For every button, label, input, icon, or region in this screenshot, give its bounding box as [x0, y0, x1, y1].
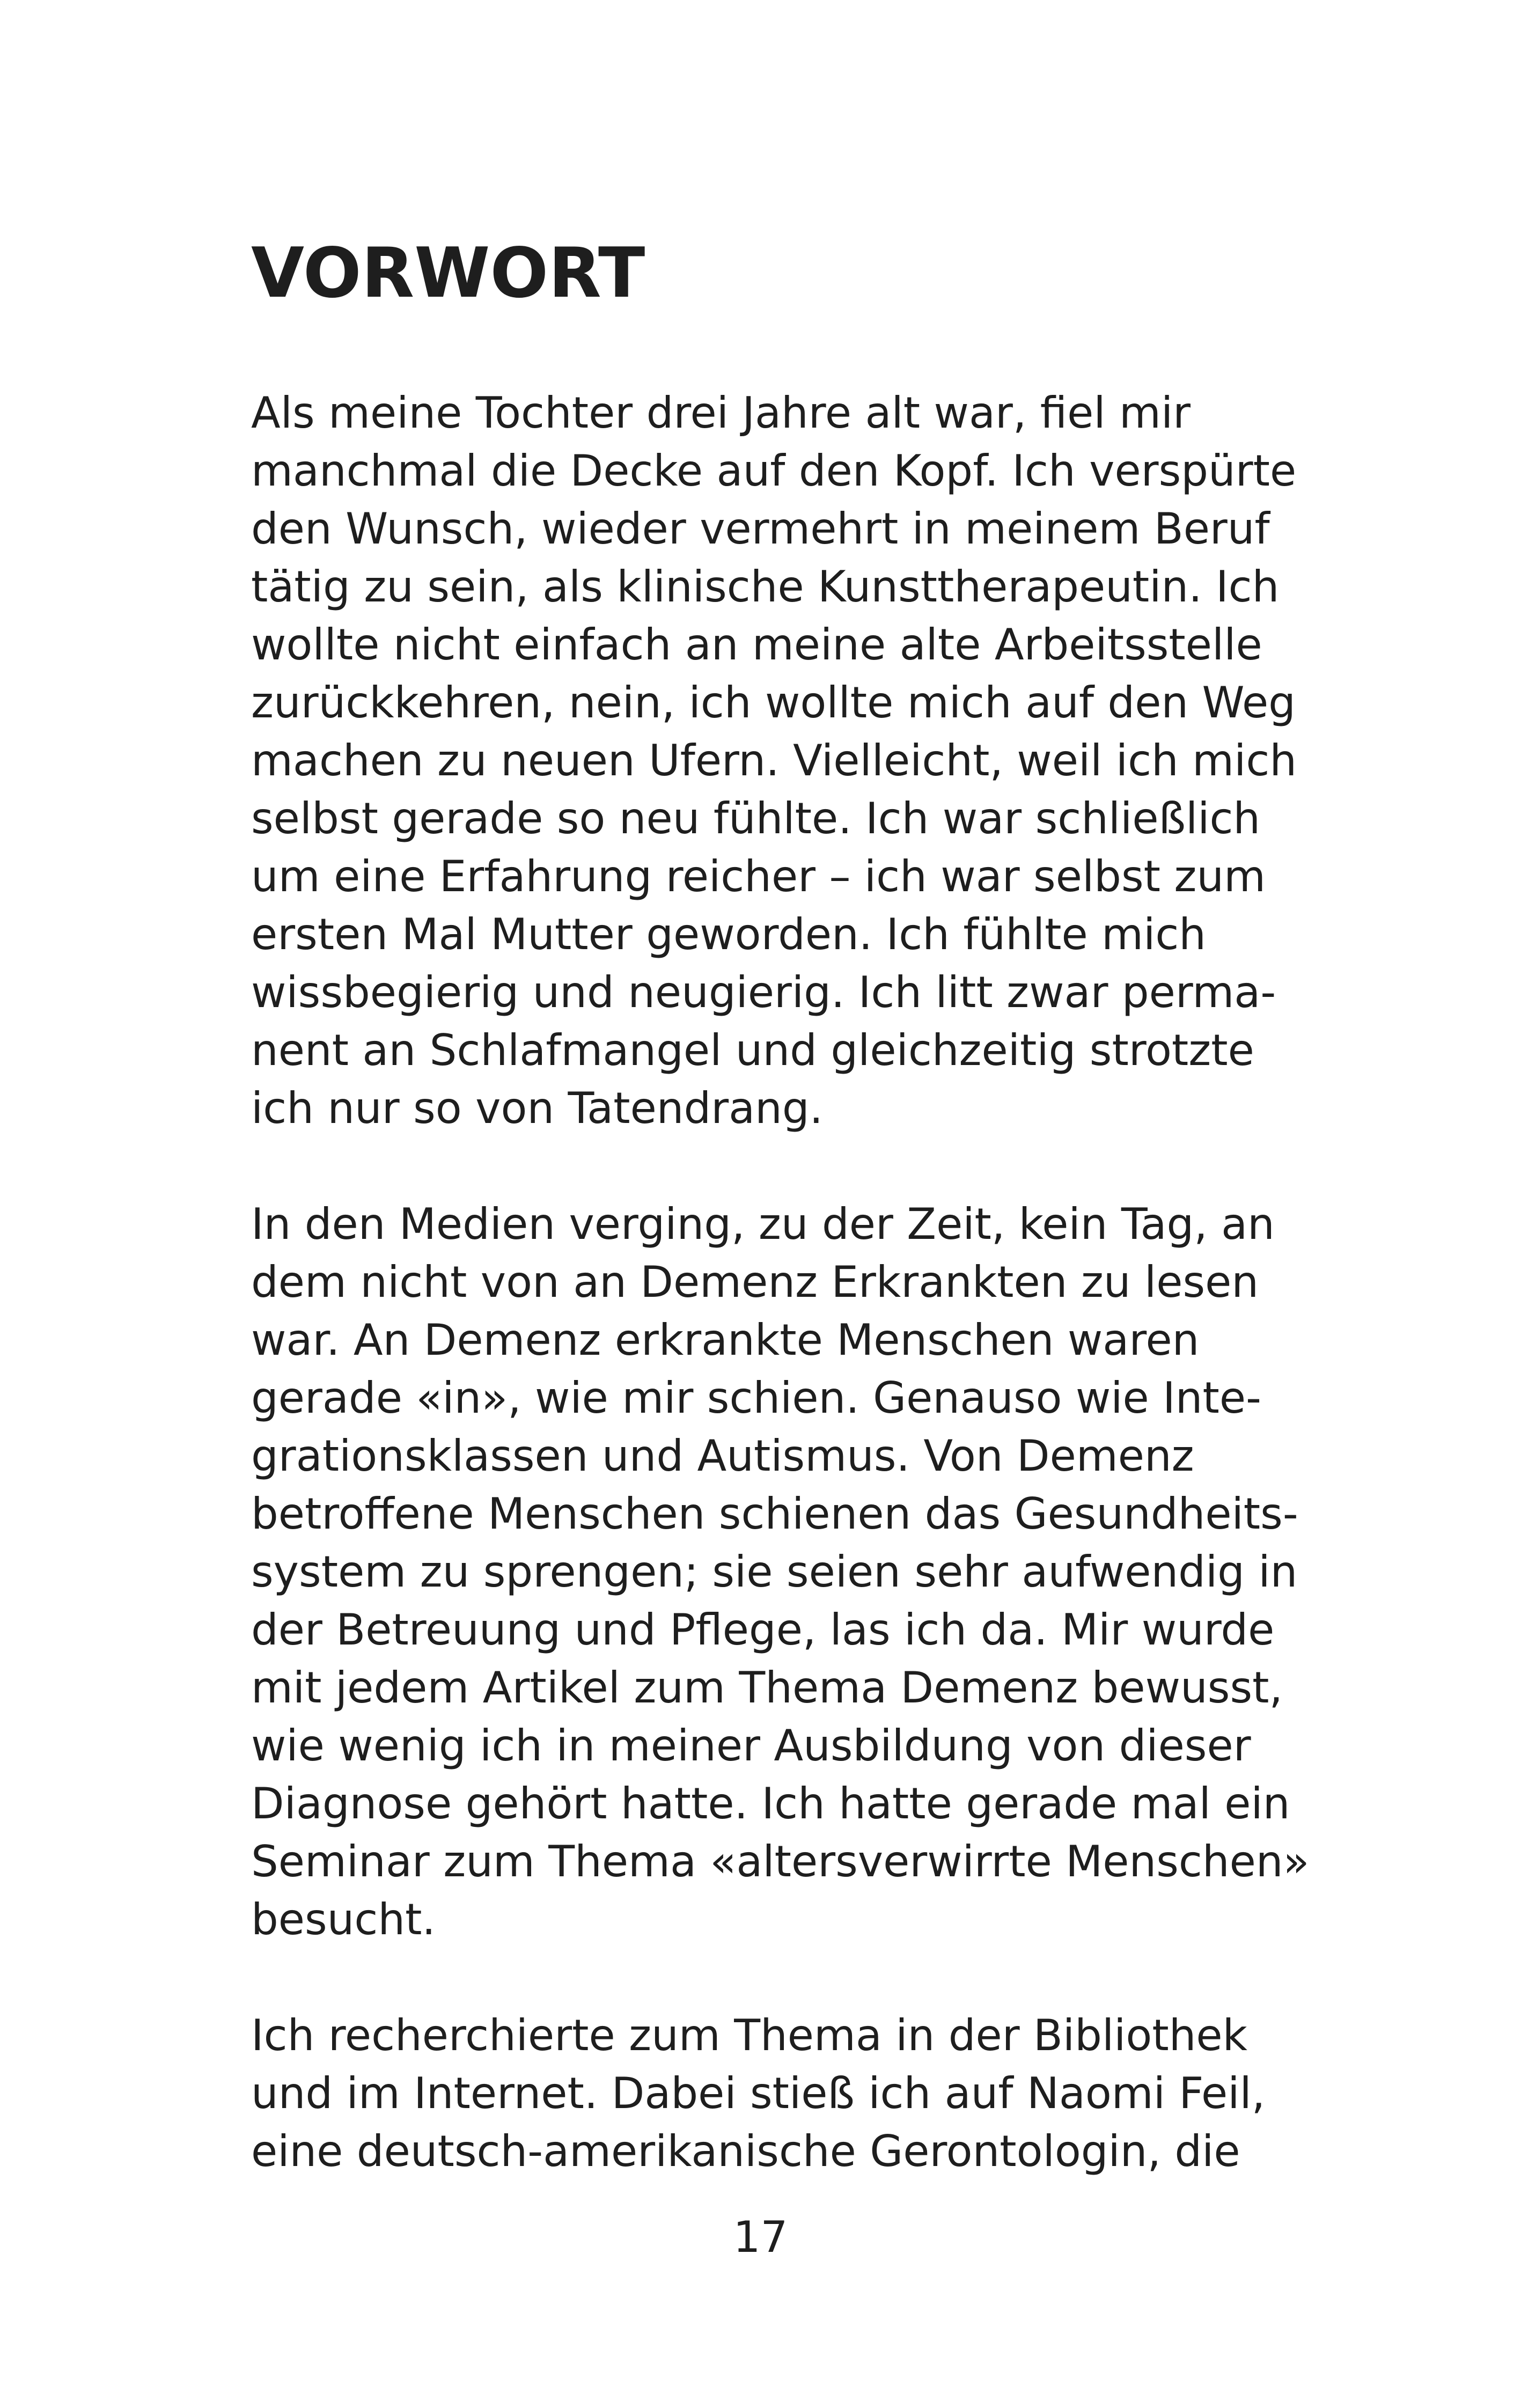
text-line: Seminar zum Thema «altersverwirrte Menschen» [251, 1837, 1310, 1886]
text-line: ersten Mal Mutter geworden. Ich fühlte mich [251, 909, 1206, 959]
text-line: grationsklassen und Autismus. Von Demenz [251, 1431, 1194, 1481]
text-line: wollte nicht einfach an meine alte Arbeitsstelle [251, 620, 1262, 670]
text-line: und im Internet. Dabei stieß ich auf Naomi Feil, [251, 2068, 1266, 2118]
paragraph-1 [251, 384, 1297, 1137]
text-line: Ich recherchierte zum Thema in der Bibliothek [251, 2010, 1247, 2060]
text-line: war. An Demenz erkrankte Menschen waren [251, 1315, 1200, 1365]
text-line: wie wenig ich in meiner Ausbildung von dieser [251, 1721, 1251, 1771]
text-line: Diagnose gehört hatte. Ich hatte gerade mal ein [251, 1779, 1290, 1829]
text-line: manchmal die Decke auf den Kopf. Ich verspürte [251, 446, 1297, 496]
text-line: Als meine Tochter drei Jahre alt war, fiel mir [251, 388, 1191, 438]
text-line: besucht. [251, 1895, 436, 1944]
text-line: betroffene Menschen schienen das Gesundheits- [251, 1489, 1298, 1539]
paragraph-2 [251, 1195, 1309, 1949]
text-line: nent an Schlafmangel und gleichzeitig strotzte [251, 1025, 1254, 1075]
text-line: selbst gerade so neu fühlte. Ich war schließlich [251, 794, 1261, 843]
text-line: ich nur so von Tatendrang. [251, 1083, 824, 1133]
text-line: mit jedem Artikel zum Thema Demenz bewusst, [251, 1663, 1283, 1713]
chapter-heading: VORWORT [251, 233, 645, 313]
text-line: tätig zu sein, als klinische Kunsttherapeutin. Ich [251, 562, 1280, 612]
page-number: 17 [733, 2212, 788, 2262]
text-line: wissbegierig und neugierig. Ich litt zwar perma- [251, 967, 1276, 1017]
text-line: machen zu neuen Ufern. Vielleicht, weil ich mich [251, 736, 1297, 785]
text-line: der Betreuung und Pflege, las ich da. Mir wurde [251, 1605, 1275, 1655]
text-line: um eine Erfahrung reicher – ich war selbst zum [251, 851, 1266, 901]
text-line: system zu sprengen; sie seien sehr aufwendig in [251, 1547, 1298, 1597]
text-line: zurückkehren, nein, ich wollte mich auf den Weg [251, 678, 1296, 728]
paragraph-3 [251, 2007, 1265, 2181]
text-line: eine deutsch-amerikanische Gerontologin, die [251, 2126, 1240, 2176]
text-line: den Wunsch, wieder vermehrt in meinem Beruf [251, 504, 1270, 554]
text-line: gerade «in», wie mir schien. Genauso wie Inte- [251, 1373, 1261, 1423]
text-line: In den Medien verging, zu der Zeit, kein Tag, an [251, 1199, 1275, 1249]
text-line: dem nicht von an Demenz Erkrankten zu lesen [251, 1257, 1259, 1307]
